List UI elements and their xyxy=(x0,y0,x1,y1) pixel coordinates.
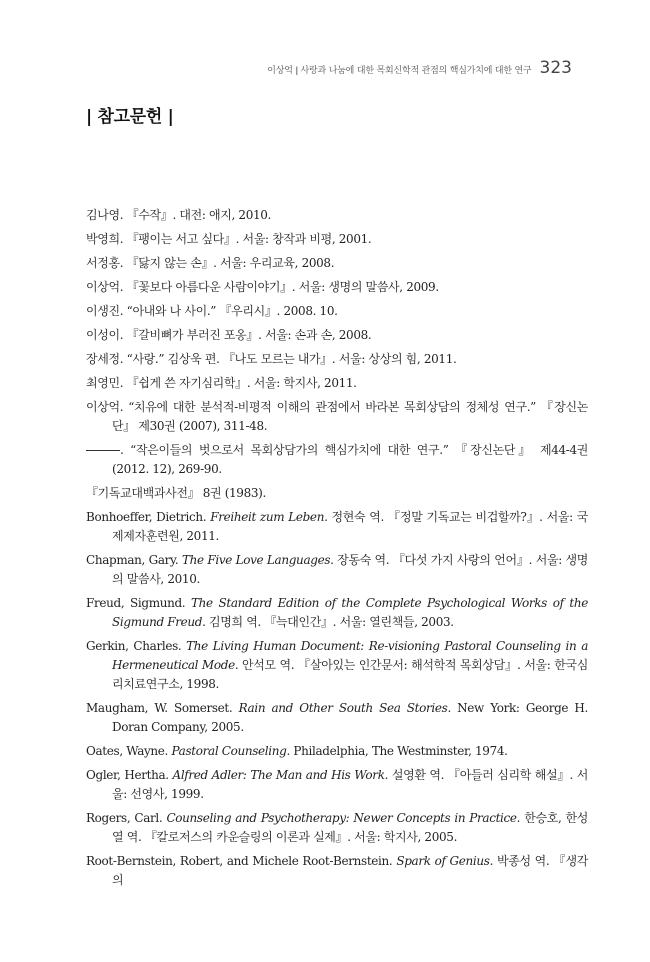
reference-text: 이생진. “아내와 나 사이.” 『우리시』. 2008. 10. xyxy=(86,304,338,318)
reference-entry xyxy=(86,508,588,546)
reference-entry xyxy=(86,206,588,225)
reference-title: Freiheit zum Leben xyxy=(210,510,325,524)
reference-entry xyxy=(86,302,588,321)
reference-entry xyxy=(86,374,588,393)
reference-entry xyxy=(86,441,588,479)
reference-list xyxy=(86,206,588,895)
reference-title: Pastoral Counseling xyxy=(171,744,287,758)
reference-text: 이상억. “치유에 대한 분석적-비평적 이해의 관점에서 바라본 목회상담의 정체성 연구.” 『장신논단』 제30권 (2007), 311-48. xyxy=(86,400,588,433)
reference-entry xyxy=(86,809,588,847)
reference-entry xyxy=(86,398,588,436)
reference-title: Rain and Other South Sea Stories xyxy=(238,701,448,715)
reference-text: 서정홍. 『닳지 않는 손』. 서울: 우리교육, 2008. xyxy=(86,256,335,270)
reference-title: The Five Love Languages xyxy=(181,553,331,567)
reference-text: Freud, Sigmund. xyxy=(86,596,191,610)
reference-text: . 김명희 역. 『늑대인간』. 서울: 열린책들, 2003. xyxy=(202,615,454,629)
reference-text: . 장동숙 역. 『다섯 가지 사랑의 언어』. 서울: 생명의 말씀사, 2010. xyxy=(112,553,588,586)
reference-title: Spark of Genius xyxy=(396,854,490,868)
reference-text: 김나영. 『수작』. 대전: 애지, 2010. xyxy=(86,208,272,222)
reference-text: . New York: George H. Doran Company, 2005. xyxy=(112,701,588,734)
reference-text: 장세정. “사랑.” 김상욱 편. 『나도 모르는 내가』. 서울: 상상의 힘, 2011. xyxy=(86,352,457,366)
reference-text: Root-Bernstein, Robert, and Michele Root-Bernstein. xyxy=(86,854,397,868)
reference-entry xyxy=(86,742,588,761)
reference-entry xyxy=(86,350,588,369)
reference-title: The Living Human Document: Re-visioning Pastoral Counseling in a Hermeneutical Mode xyxy=(112,639,588,672)
reference-text: . 박종성 역. 『생각의 xyxy=(112,854,588,887)
reference-entry xyxy=(86,637,588,694)
page-number: 323 xyxy=(539,58,572,78)
reference-text: 『기독교대백과사전』 8권 (1983). xyxy=(86,486,266,500)
reference-text: 이성이. 『갈비뼈가 부러진 포옹』. 서울: 손과 손, 2008. xyxy=(86,328,372,342)
running-title: 이상억 ǀ 사랑과 나눔에 대한 목회신학적 관점의 핵심가치에 대한 연구 xyxy=(267,66,532,76)
reference-text: Ogler, Hertha. xyxy=(86,768,173,782)
reference-entry xyxy=(86,594,588,632)
reference-entry xyxy=(86,254,588,273)
reference-text: 이상억. 『꽃보다 아름다운 사람이야기』. 서울: 생명의 말씀사, 2009. xyxy=(86,280,439,294)
reference-text: 박영희. 『팽이는 서고 싶다』. 서울: 창작과 비평, 2001. xyxy=(86,232,372,246)
reference-entry xyxy=(86,484,588,503)
reference-entry xyxy=(86,230,588,249)
reference-text: . 안석모 역. 『살아있는 인간문서: 해석학적 목회상담』. 서울: 한국심리치료연구소, 1998. xyxy=(112,658,588,691)
reference-entry xyxy=(86,278,588,297)
reference-text: Oates, Wayne. xyxy=(86,744,172,758)
reference-text: . 한승호, 한성열 역. 『칼로저스의 카운슬링의 이론과 실제』. 서울: 학지사, 2005. xyxy=(112,811,588,844)
reference-text: . 정현숙 역. 『정말 기독교는 비겁할까?』. 서울: 국제제자훈련원, 2011. xyxy=(112,510,588,543)
reference-text: Gerkin, Charles. xyxy=(86,639,187,653)
reference-title: The Standard Edition of the Complete Psychological Works of the Sigmund Freud xyxy=(112,596,588,629)
reference-text: Rogers, Carl. xyxy=(86,811,167,825)
reference-text: Chapman, Gary. xyxy=(86,553,182,567)
reference-text: . Philadelphia, The Westminster, 1974. xyxy=(286,744,508,758)
reference-text: . 설영환 역. 『아들러 심리학 해설』. 서울: 선영사, 1999. xyxy=(112,768,588,801)
reference-text: Maugham, W. Somerset. xyxy=(86,701,239,715)
reference-entry xyxy=(86,766,588,804)
reference-title: Alfred Adler: The Man and His Work xyxy=(172,768,385,782)
running-head xyxy=(267,58,572,78)
reference-text: . “작은이들의 벗으로서 목회상담가의 핵심가치에 대한 연구.” 『장신논단』 제44-4권 (2012. 12), 269-90. xyxy=(112,443,588,476)
reference-entry xyxy=(86,852,588,890)
reference-entry xyxy=(86,551,588,589)
same-author-dash xyxy=(86,450,120,451)
reference-entry xyxy=(86,326,588,345)
reference-text: 최영민. 『쉽게 쓴 자기심리학』. 서울: 학지사, 2011. xyxy=(86,376,357,390)
section-title: | 참고문헌 | xyxy=(86,107,174,127)
reference-entry xyxy=(86,699,588,737)
reference-text: Bonhoeffer, Dietrich. xyxy=(86,510,211,524)
reference-title: Counseling and Psychotherapy: Newer Concepts in Practice xyxy=(166,811,517,825)
